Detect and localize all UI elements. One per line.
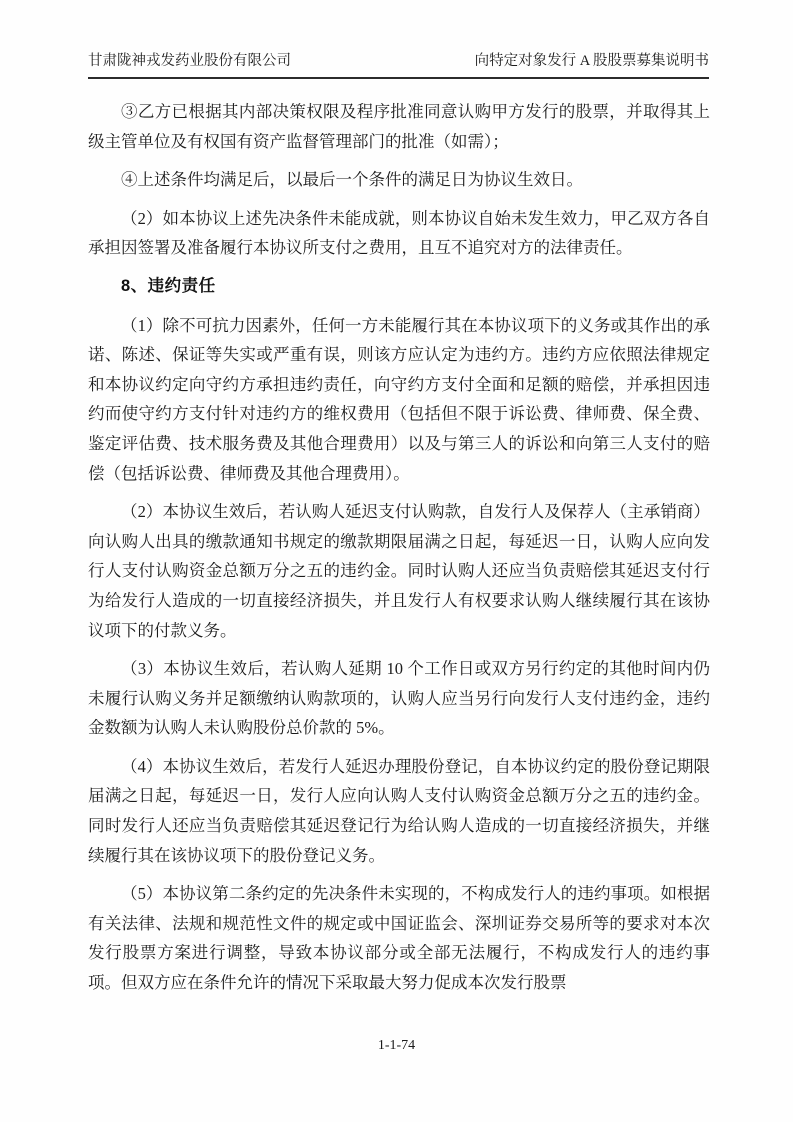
para-4-late-registration-penalty: （4）本协议生效后，若发行人延迟办理股份登记，自本协议约定的股份登记期限届满之日起，每延迟一日，发行人应向认购人支付认购资金总额万分之五的违约金。同时发行人还应当负责赔偿其延迟登记行为给认购人造成的一切直接经济损失，并继续履行其在该协议项下的股份登记义务。 (88, 756, 710, 865)
para-3-ten-day-delay-penalty: （3）本协议生效后，若认购人延期 10 个工作日或双方另行约定的其他时间内仍未履行认购义务并足额缴纳认购款项的，认购人应当另行向发行人支付违约金，违约金数额为认购人未认购股份总价款的 5%。 (88, 659, 710, 738)
para-2-late-payment-penalty: （2）本协议生效后，若认购人延迟支付认购款，自发行人及保荐人（主承销商）向认购人出具的缴款通知书规定的缴款期限届满之日起，每延迟一日，认购人应向发行人支付认购资金总额万分之五的违约金。同时认购人还应当负责赔偿其延迟支付行为给发行人造成的一切直接经济损失，并且发行人有权要求认购人继续履行其在该协议项下的付款义务。 (88, 502, 710, 640)
para-circled-4-effective-date: ④上述条件均满足后，以最后一个条件的满足日为协议生效日。 (121, 170, 583, 190)
header-document-title: 向特定对象发行 A 股股票募集说明书 (474, 53, 709, 69)
para-circled-3-internal-approval: ③乙方已根据其内部决策权限及程序批准同意认购甲方发行的股票，并取得其上级主管单位及有权国有资产监督管理部门的批准（如需）； (88, 102, 710, 151)
para-5-precondition-exemption: （5）本协议第二条约定的先决条件未实现的，不构成发行人的违约事项。如根据有关法律、法规和规范性文件的规定或中国证监会、深圳证券交易所等的要求对本次发行股票方案进行调整，导致本协议部分或全部无法履行，不构成发行人的违约事项。但双方应在条件允许的情况下采取最大努力促成本次发行股票 (88, 884, 710, 993)
header-company-name: 甘肃陇神戎发药业股份有限公司 (88, 53, 291, 69)
page-footer (0, 1038, 793, 1054)
document-body (88, 97, 710, 1007)
page-number: 1-1-74 (377, 1038, 416, 1053)
section-heading-breach-liability: 8、违约责任 (121, 276, 216, 295)
para-2-preconditions-not-fulfilled: （2）如本协议上述先决条件未能成就，则本协议自始未发生效力，甲乙双方各自承担因签署及准备履行本协议所支付之费用，且互不追究对方的法律责任。 (88, 208, 710, 258)
para-1-breach-definition: （1）除不可抗力因素外，任何一方未能履行其在本协议项下的义务或其作出的承诺、陈述、保证等失实或严重有误，则该方应认定为违约方。违约方应依照法律规定和本协议约定向守约方承担违约责任，向守约方支付全面和足额的赔偿，并承担因违约而使守约方支付针对违约方的维权费用（包括但不限于诉讼费、律师费、保全费、鉴定评估费、技术服务费及其他合理费用）以及与第三人的诉讼和向第三人支付的赔偿（包括诉讼费、律师费及其他合理费用）。 (88, 315, 710, 483)
page-header (88, 52, 709, 79)
